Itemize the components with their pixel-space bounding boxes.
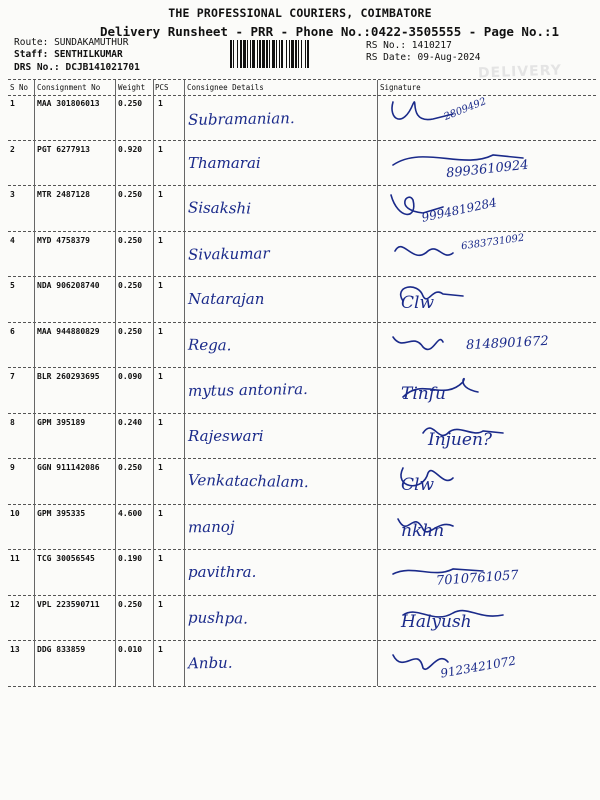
table-row [8,94,596,141]
row-pcs: 1 [158,645,163,654]
row-consignment: GPM 395335 [37,508,86,518]
col-signature: Signature [380,83,421,92]
row-consignment: GPM 395189 [37,417,86,427]
row-consignee: pavithra. [188,563,257,581]
row-pcs: 1 [158,554,163,563]
row-consignee: Thamarai [188,153,261,172]
row-weight: 0.920 [118,144,143,154]
drs-value: DCJB141021701 [65,62,140,73]
signature-phone: 2809492 [442,96,488,123]
row-consignment: MYD 4758379 [37,235,90,245]
signature-scribble [383,413,593,458]
route-value: SUNDAKAMUTHUR [54,37,129,48]
table-row [8,413,596,460]
row-pcs: 1 [158,599,163,609]
svg-text:Tinfu: Tinfu [401,384,446,404]
route-line [14,37,128,48]
row-consignment: MAA 301806013 [37,99,100,108]
row-consignment: BLR 260293695 [37,372,100,381]
row-sno: 11 [10,554,20,563]
row-consignment: NDA 906208740 [37,281,100,290]
row-sno: 1 [10,99,15,108]
svg-text:Clw: Clw [401,475,434,495]
table-row [8,504,596,551]
row-consignee: Natarajan [188,290,265,308]
rs-no-line [366,40,452,51]
row-pcs: 1 [158,235,163,245]
rs-date-line [366,52,480,63]
col-sno: S No [10,83,29,92]
table-row [8,231,596,278]
row-consignee: Subramanian. [187,109,295,129]
col-consignee: Consignee Details [187,83,264,92]
signature-scribble [383,595,593,640]
row-weight: 0.190 [118,554,143,563]
row-consignee: Sisakshi [187,198,252,218]
row-pcs: 1 [158,99,163,108]
row-consignee: Rega. [187,335,232,354]
row-consignment: MTR 2487128 [37,190,90,199]
col-weight: Weight [118,83,146,92]
row-consignment: DDG 833859 [37,645,86,654]
company-name: THE PROFESSIONAL COURIERS, COIMBATORE [168,6,432,20]
row-consignee: manoj [187,517,235,536]
table-row [8,549,596,596]
row-sno: 7 [10,372,15,381]
signature-phone: 7010761057 [435,568,520,589]
row-weight: 0.250 [118,235,143,245]
row-weight: 0.010 [118,645,143,654]
row-pcs: 1 [158,417,163,427]
runsheet-title: Delivery Runsheet - PRR - Phone No.:0422-3505555 - Page No.:1 [100,24,560,39]
row-weight: 0.240 [118,417,143,427]
table-row [8,367,596,414]
svg-text:Injuen?: Injuen? [428,429,493,450]
row-weight: 0.090 [118,372,143,381]
svg-text:Halyush: Halyush [401,611,472,632]
row-pcs: 1 [158,463,163,472]
row-weight: 0.250 [118,463,143,472]
signature-scribble [383,94,593,139]
table-row [8,595,596,642]
rs-date-value: 09-Aug-2024 [417,52,481,63]
route-label: Route: [14,37,49,48]
row-sno: 5 [10,281,15,290]
signature-phone: 9123421072 [439,653,517,681]
signature-scribble [383,367,593,412]
row-sno: 10 [10,508,20,518]
row-sno: 9 [10,463,15,472]
table-row [8,458,596,505]
signature-phone: 6383731092 [460,232,526,252]
row-consignee: Anbu. [187,653,233,673]
row-consignment: GGN 911142086 [37,463,100,472]
rs-date-label: RS Date: [366,52,412,63]
row-weight: 0.250 [118,99,143,108]
drs-line [14,62,140,73]
delivery-stamp: DELIVERY [477,62,563,82]
row-weight: 4.600 [118,508,143,518]
table-row [8,185,596,232]
row-sno: 4 [10,235,15,245]
row-consignment: MAA 944880829 [37,326,100,336]
row-pcs: 1 [158,144,163,154]
col-consignment: Consignment No [37,83,101,92]
signature-scribble [383,276,593,321]
row-pcs: 1 [158,508,163,518]
row-pcs: 1 [158,190,163,199]
row-weight: 0.250 [118,281,143,290]
barcode [230,40,360,68]
row-pcs: 1 [158,372,163,381]
staff-line [14,49,123,60]
svg-text:nkhn: nkhn [401,520,445,541]
row-weight: 0.250 [118,599,143,609]
table-row [8,640,596,687]
rs-no-value: 1410217 [411,40,452,51]
row-pcs: 1 [158,281,163,290]
row-sno: 8 [10,417,15,427]
table-row [8,322,596,369]
drs-label: DRS No.: [14,62,60,73]
row-sno: 12 [10,599,20,609]
row-consignee: Rajeswari [188,426,264,445]
row-sno: 13 [10,645,20,654]
row-weight: 0.250 [118,190,143,199]
table-row [8,140,596,187]
signature-scribble [383,458,593,503]
row-consignment: VPL 223590711 [37,599,100,609]
row-consignment: TCG 30056545 [37,554,95,563]
table-row [8,276,596,323]
signature-scribble [383,504,593,549]
row-pcs: 1 [158,326,163,336]
signature-phone: 8993610924 [445,157,530,181]
svg-text:Clw: Clw [401,293,434,313]
rs-no-label: RS No.: [366,40,407,51]
row-sno: 3 [10,190,15,199]
signature-phone: 8148901672 [465,333,550,353]
row-consignee: mytus antonira. [187,379,309,401]
staff-label: Staff: [14,49,49,60]
row-consignee: pushpa. [187,607,249,628]
row-consignment: PGT 6277913 [37,144,90,154]
staff-value: SENTHILKUMAR [54,49,123,60]
signature-phone: 9994819284 [420,195,498,225]
row-consignee: Venkatachalam. [187,470,309,492]
row-sno: 6 [10,326,15,336]
row-consignee: Sivakumar [187,243,270,264]
row-sno: 2 [10,144,15,154]
col-pcs: PCS [155,83,169,92]
row-weight: 0.250 [118,326,143,336]
